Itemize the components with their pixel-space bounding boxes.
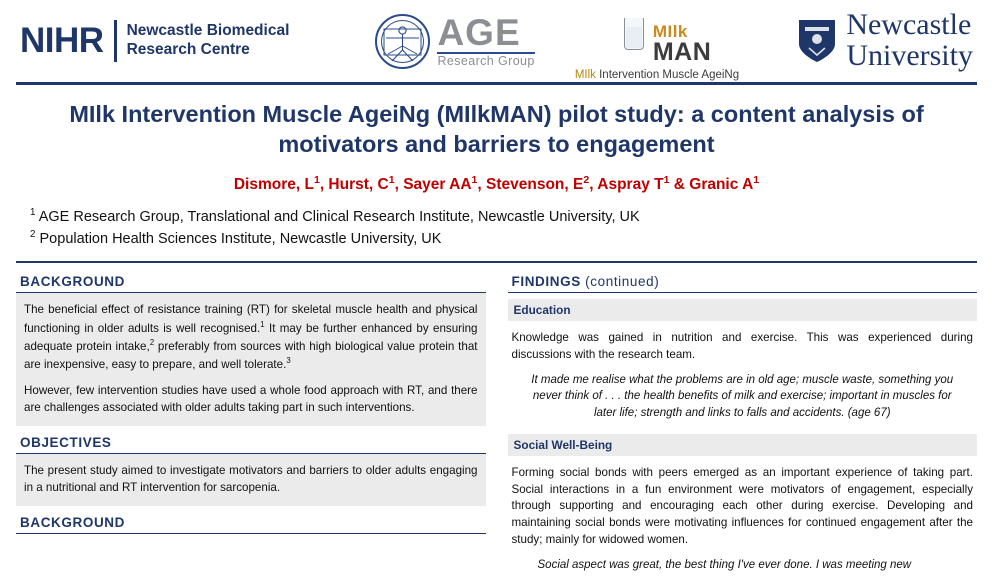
age-subtitle: Research Group <box>437 54 535 69</box>
newcastle-line2: University <box>846 39 973 72</box>
findings-label: FINDINGS <box>511 274 581 290</box>
newcastle-line1: Newcastle <box>846 8 972 42</box>
left-column <box>16 271 486 579</box>
header-rule <box>16 82 977 85</box>
social-well-being-body: Forming social bonds with peers emerged as an important experience of taking part. Social interactions in a fun environment were motivators of engagement, especially through supporting and encouraging each other during exercise. Developing and maintaining social bonds were motivating influences for continued engagement after the study; mainly for widowed women. <box>511 465 973 546</box>
author-list <box>16 174 977 194</box>
affiliation-2: $^2$ Population Health Sciences Institute, Newcastle University, UK <box>30 228 442 247</box>
section-body-background-1 <box>16 293 486 426</box>
vitruvian-figure-icon <box>375 14 430 69</box>
page-title: MIlk Intervention Muscle AgeiNg (MIlkMAN) pilot study: a content analysis of motivators and barriers to engagement <box>69 101 924 158</box>
nihr-wordmark: NIHR <box>20 21 104 60</box>
nihr-subtitle-line1: Newcastle Biomedical <box>126 22 290 40</box>
section-heading-background-2: BACKGROUND <box>16 512 486 534</box>
poster-columns <box>16 271 977 579</box>
logo-band <box>16 0 977 81</box>
title-rule <box>16 261 977 263</box>
section-body-background-2 <box>16 534 486 553</box>
nihr-divider <box>114 20 117 62</box>
author-lead: Dismore, $L^1$ <box>233 174 320 194</box>
social-well-being-quote: Social aspect was great, the best thing I've ever done. I was meeting new <box>537 558 912 571</box>
section-heading-objectives: OBJECTIVES <box>16 432 486 454</box>
objectives-paragraph-1: The present study aimed to investigate motivators and barriers to older adults engaging in a nutritional and RT intervention for sarcopenia. <box>24 464 478 494</box>
education-body: Knowledge was gained in nutrition and exercise. This was experienced during discussions with the research team. <box>511 331 973 361</box>
milkman-line1: MIlk <box>652 21 688 41</box>
age-research-group-logo <box>375 14 534 69</box>
nihr-subtitle-line2: Research Centre <box>126 41 250 58</box>
nihr-logo <box>20 20 289 62</box>
milk-glass-icon <box>621 18 647 52</box>
findings-continued-label: (continued) <box>580 274 660 290</box>
author-others: , Hurst, $C^1$, Sayer $AA^1$, Stevenson, $E^2$, Aspray $T^1$ & Granic $A^1$ <box>319 174 760 194</box>
education-quote: It made me realise what the problems are in old age; muscle waste, something you never think of . . . the health benefits of milk and exercise; important in muscles for later life; strength and links to falls and accidents. (age 67) <box>531 373 954 420</box>
milkman-line2: MAN <box>652 37 712 66</box>
section-heading-findings <box>508 271 978 293</box>
milkman-wordmark <box>653 23 711 65</box>
section-heading-background-1: BACKGROUND <box>16 271 486 293</box>
subsection-heading-education: Education <box>508 299 978 321</box>
nihr-subtitle <box>127 22 290 60</box>
background-paragraph-1: The beneficial effect of resistance training (RT) for skeletal muscle health and physical functioning in older adults is well recognised.$^1$ It may be further enhanced by ensuring adequate protein intake,$^2$ preferably from sources with high biological value protein that are inexpensive, easy to prepare, and well tolerate.$^3$ <box>24 303 478 372</box>
subsection-heading-social-well-being: Social Well-Being <box>508 434 978 456</box>
milkman-tagline-milk: MIlk <box>574 68 596 81</box>
newcastle-university-logo <box>797 10 973 71</box>
section-body-objectives <box>16 454 486 506</box>
newcastle-wordmark <box>846 10 973 71</box>
university-crest-icon <box>797 18 837 64</box>
right-column <box>508 271 978 579</box>
age-wordmark <box>437 14 534 68</box>
affiliation-1: $^1$ AGE Research Group, Translational and Clinical Research Institute, Newcastle University, UK <box>30 207 640 226</box>
background-paragraph-2: However, few intervention studies have used a whole food approach with RT, and there are challenges associated with older adults taking part in such interventions. <box>24 384 478 414</box>
age-title: AGE <box>437 12 521 54</box>
milkman-logo <box>574 18 740 81</box>
milkman-tagline <box>575 69 739 81</box>
milkman-tagline-rest: Intervention Muscle AgeiNg <box>595 68 740 81</box>
affiliations <box>30 206 977 249</box>
